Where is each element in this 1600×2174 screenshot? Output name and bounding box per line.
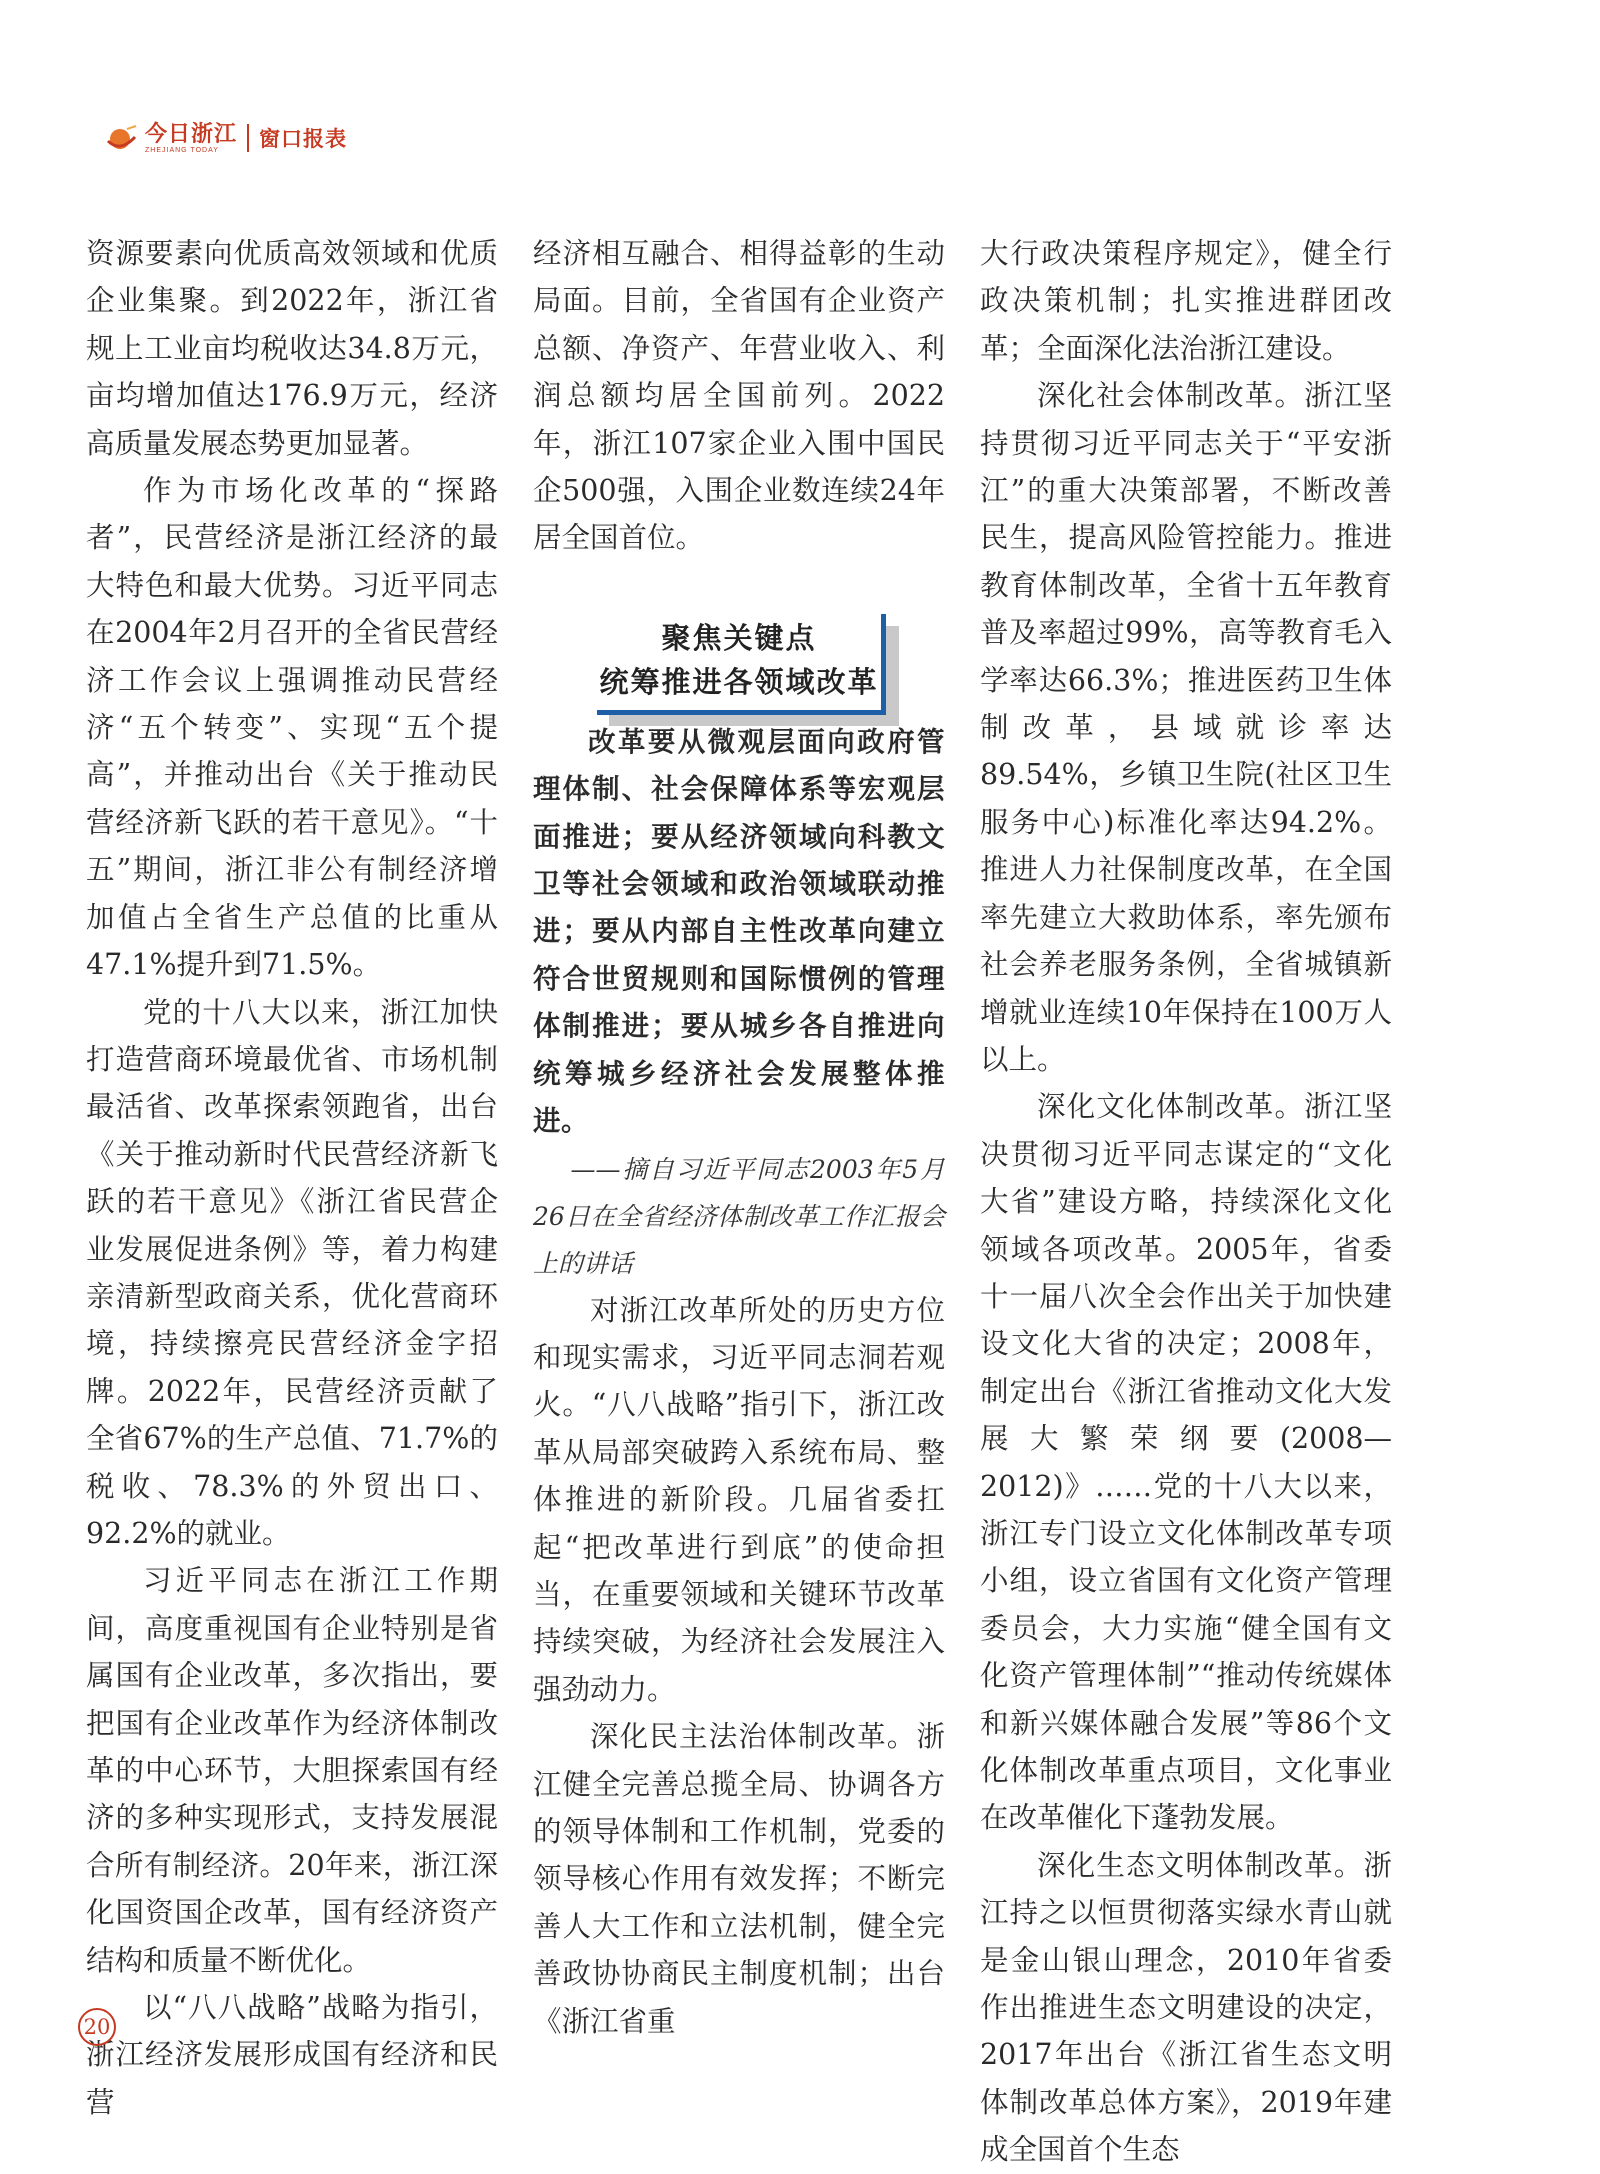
- paragraph: 深化社会体制改革。浙江坚持贯彻习近平同志关于“平安浙江”的重大决策部署，不断改善民生，提高风险管控能力。推进教育体制改革，全省十五年教育普及率超过99%，高等教育毛入学率达66.3%；推进医药卫生体制改革，县域就诊率达89.54%，乡镇卫生院(社区卫生服务中心)标准化率达94.2%。推进人力社保制度改革，在全国率先建立大救助体系，率先颁布社会养老服务条例，全省城镇新增就业连续10年保持在100万人以上。: [980, 379, 1392, 1076]
- column-2: [533, 230, 945, 2045]
- column-3: [980, 230, 1392, 2174]
- paragraph: 以“八八战略”战略为指引，浙江经济发展形成国有经济和民营: [86, 1991, 498, 2119]
- logo-chinese-text: 今日浙江: [145, 120, 238, 147]
- page-header: [105, 118, 347, 158]
- quote-source: ——摘自习近平同志2003年5月26日在全省经济体制改革工作汇报会上的讲话: [533, 1154, 945, 1278]
- quote-text: 改革要从微观层面向政府管理体制、社会保障体系等宏观层面推进；要从经济领域向科教文卫等社会领域和政治领域联动推进；要从内部自主性改革向建立符合世贸规则和国际惯例的管理体制推进；要从城乡各自推进向统筹城乡经济社会发展整体推进。: [533, 725, 945, 1138]
- paragraph: 党的十八大以来，浙江加快打造营商环境最优省、市场机制最活省、改革探索领跑省，出台《关于推动新时代民营经济新飞跃的若干意见》《浙江省民营企业发展促进条例》等，着力构建亲清新型政商关系，优化营商环境，持续擦亮民营经济金字招牌。2022年，民营经济贡献了全省67%的生产总值、71.7%的税收、78.3%的外贸出口、92.2%的就业。: [86, 995, 498, 1550]
- header-divider: [247, 124, 249, 152]
- heading-line-1: 聚焦关键点: [661, 620, 817, 655]
- paragraph: 经济相互融合、相得益彰的生动局面。目前，全省国有企业资产总额、净资产、年营业收入、利润总额均居全国前列。2022年，浙江107家企业入围中国民企500强，入围企业数连续24年居全国首位。: [533, 237, 945, 555]
- zhejiang-today-logo: [105, 120, 238, 154]
- paragraph: 深化民主法治体制改革。浙江健全完善总揽全局、协调各方的领导体制和工作机制，党委的领导核心作用有效发挥；不断完善人大工作和立法机制，健全完善政协协商民主制度机制；出台《浙江省重: [533, 1720, 945, 2038]
- paragraph: 资源要素向优质高效领域和优质企业集聚。到2022年，浙江省规上工业亩均税收达34.8万元，亩均增加值达176.9万元，经济高质量发展态势更加显著。: [86, 237, 498, 460]
- paragraph: 大行政决策程序规定》，健全行政决策机制；扎实推进群团改革；全面深化法治浙江建设。: [980, 237, 1392, 365]
- paragraph: 深化文化体制改革。浙江坚决贯彻习近平同志谋定的“文化大省”建设方略，持续深化文化领域各项改革。2005年，省委十一届八次全会作出关于加快建设文化大省的决定；2008年，制定出台《浙江省推动文化大发展大繁荣纲要(2008—2012)》……党的十八大以来，浙江专门设立文化体制改革专项小组，设立省国有文化资产管理委员会，大力实施“健全国有文化资产管理体制”“推动传统媒体和新兴媒体融合发展”等86个文化体制改革重点项目，文化事业在改革催化下蓬勃发展。: [980, 1090, 1392, 1835]
- heading-line-2: 统筹推进各领域改革: [599, 664, 879, 699]
- paragraph: 深化生态文明体制改革。浙江持之以恒贯彻落实绿水青山就是金山银山理念，2010年省委作出推进生态文明建设的决定，2017年出台《浙江省生态文明体制改革总体方案》，2019年建成全国首个生态: [980, 1848, 1392, 2167]
- paragraph: 作为市场化改革的“探路者”，民营经济是浙江经济的最大特色和最大优势。习近平同志在2004年2月召开的全省民营经济工作会议上强调推动民营经济“五个转变”、实现“五个提高”，并推动出台《关于推动民营经济新飞跃的若干意见》。“十五”期间，浙江非公有制经济增加值占全省生产总值的比重从47.1%提升到71.5%。: [86, 474, 498, 982]
- logo-english-text: ZHEJIANG TODAY: [145, 146, 219, 154]
- paragraph: 对浙江改革所处的历史方位和现实需求，习近平同志洞若观火。“八八战略”指引下，浙江改革从局部突破跨入系统布局、整体推进的新阶段。几届省委扛起“把改革进行到底”的使命担当，在重要领域和关键环节改革持续突破，为经济社会发展注入强劲动力。: [533, 1293, 945, 1706]
- section-heading-box: [597, 614, 887, 719]
- heading-frame: [597, 614, 886, 715]
- sun-logo-icon: [105, 123, 139, 153]
- section-title: 窗口报表: [259, 127, 348, 151]
- paragraph: 习近平同志在浙江工作期间，高度重视国有企业特别是省属国有企业改革，多次指出，要把国有企业改革作为经济体制改革的中心环节，大胆探索国有经济的多种实现形式，支持发展混合所有制经济。20年来，浙江深化国资国企改革，国有经济资产结构和质量不断优化。: [86, 1564, 498, 1977]
- page-number: 20: [78, 2008, 116, 2046]
- column-1: [86, 230, 498, 2126]
